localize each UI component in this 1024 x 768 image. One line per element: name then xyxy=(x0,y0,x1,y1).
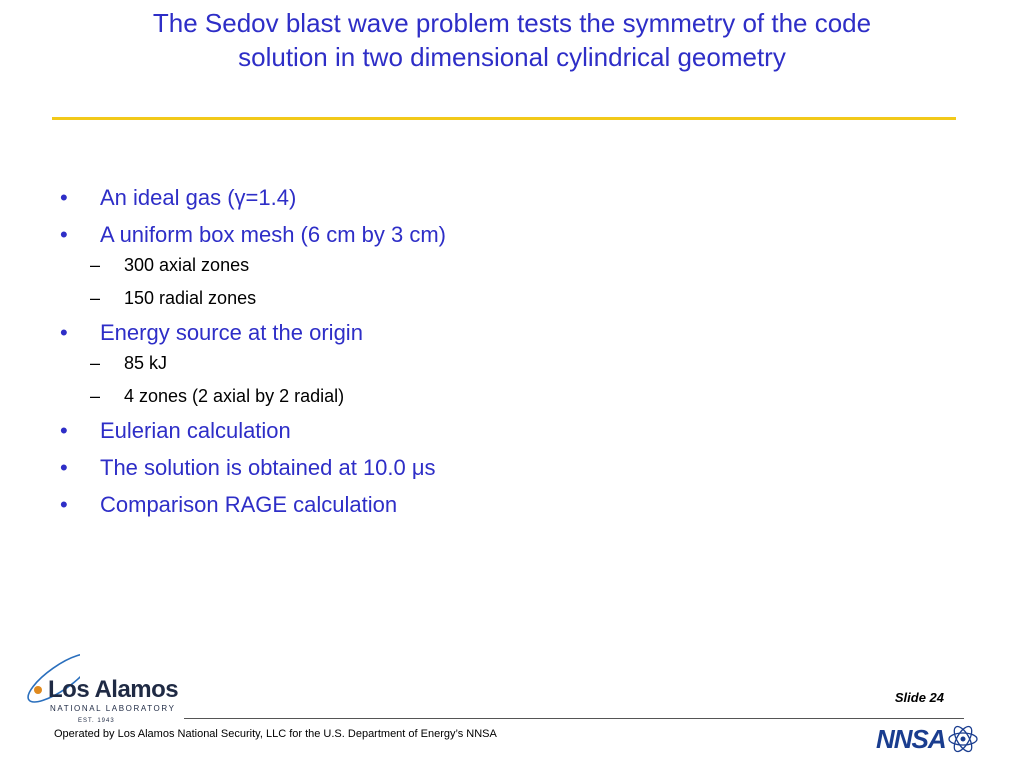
bullet-item xyxy=(60,184,446,212)
sub-bullet-marker: – xyxy=(90,288,101,308)
sub-bullet-item xyxy=(90,286,446,310)
logo-subtitle: NATIONAL LABORATORY xyxy=(50,704,176,713)
sub-bullet-list xyxy=(90,253,446,310)
bullet-marker: • xyxy=(60,455,68,480)
logo-name: Los Alamos xyxy=(48,676,179,703)
los-alamos-logo xyxy=(20,648,190,728)
bullet-marker: • xyxy=(60,320,68,345)
slide-number: Slide 24 xyxy=(894,690,944,705)
sub-bullet-text: 300 axial zones xyxy=(124,255,250,275)
bullet-text: Energy source at the origin xyxy=(100,320,363,345)
bullet-text: The solution is obtained at 10.0 μs xyxy=(100,455,436,480)
sub-bullet-list xyxy=(90,351,446,408)
sub-bullet-text: 85 kJ xyxy=(124,353,168,373)
footer-operated-by: Operated by Los Alamos National Security, LLC for the U.S. Department of Energy’s NNSA xyxy=(54,728,497,740)
slide-title-line-2: solution in two dimensional cylindrical geometry xyxy=(238,42,786,72)
sub-bullet-marker: – xyxy=(90,255,101,275)
slide-title xyxy=(40,6,984,74)
nnsa-logo-text: NNSA xyxy=(876,724,946,754)
sub-bullet-text: 150 radial zones xyxy=(124,288,257,308)
footer-divider xyxy=(184,718,964,719)
nnsa-logo xyxy=(870,724,980,756)
bullet-marker: • xyxy=(60,492,68,517)
bullet-text: A uniform box mesh (6 cm by 3 cm) xyxy=(100,222,446,247)
bullet-item xyxy=(60,491,446,519)
sub-bullet-item xyxy=(90,253,446,277)
bullet-item xyxy=(60,417,446,445)
sub-bullet-marker: – xyxy=(90,386,101,406)
sub-bullet-item xyxy=(90,384,446,408)
bullet-text: Eulerian calculation xyxy=(100,418,291,443)
bullet-list xyxy=(60,184,446,528)
bullet-item xyxy=(60,221,446,310)
bullet-marker: • xyxy=(60,418,68,443)
bullet-text: An ideal gas (γ=1.4) xyxy=(100,185,297,210)
sub-bullet-text: 4 zones (2 axial by 2 radial) xyxy=(124,386,345,406)
bullet-marker: • xyxy=(60,222,68,247)
bullet-marker: • xyxy=(60,185,68,210)
slide-title-line-1: The Sedov blast wave problem tests the symmetry of the code xyxy=(152,8,872,38)
bullet-text: Comparison RAGE calculation xyxy=(100,492,398,517)
logo-established: EST. 1943 xyxy=(78,718,115,724)
bullet-item xyxy=(60,454,446,482)
sub-bullet-item xyxy=(90,351,446,375)
nnsa-atom-icon xyxy=(946,724,980,754)
title-divider xyxy=(52,117,956,120)
bullet-item xyxy=(60,319,446,408)
sub-bullet-marker: – xyxy=(90,353,101,373)
